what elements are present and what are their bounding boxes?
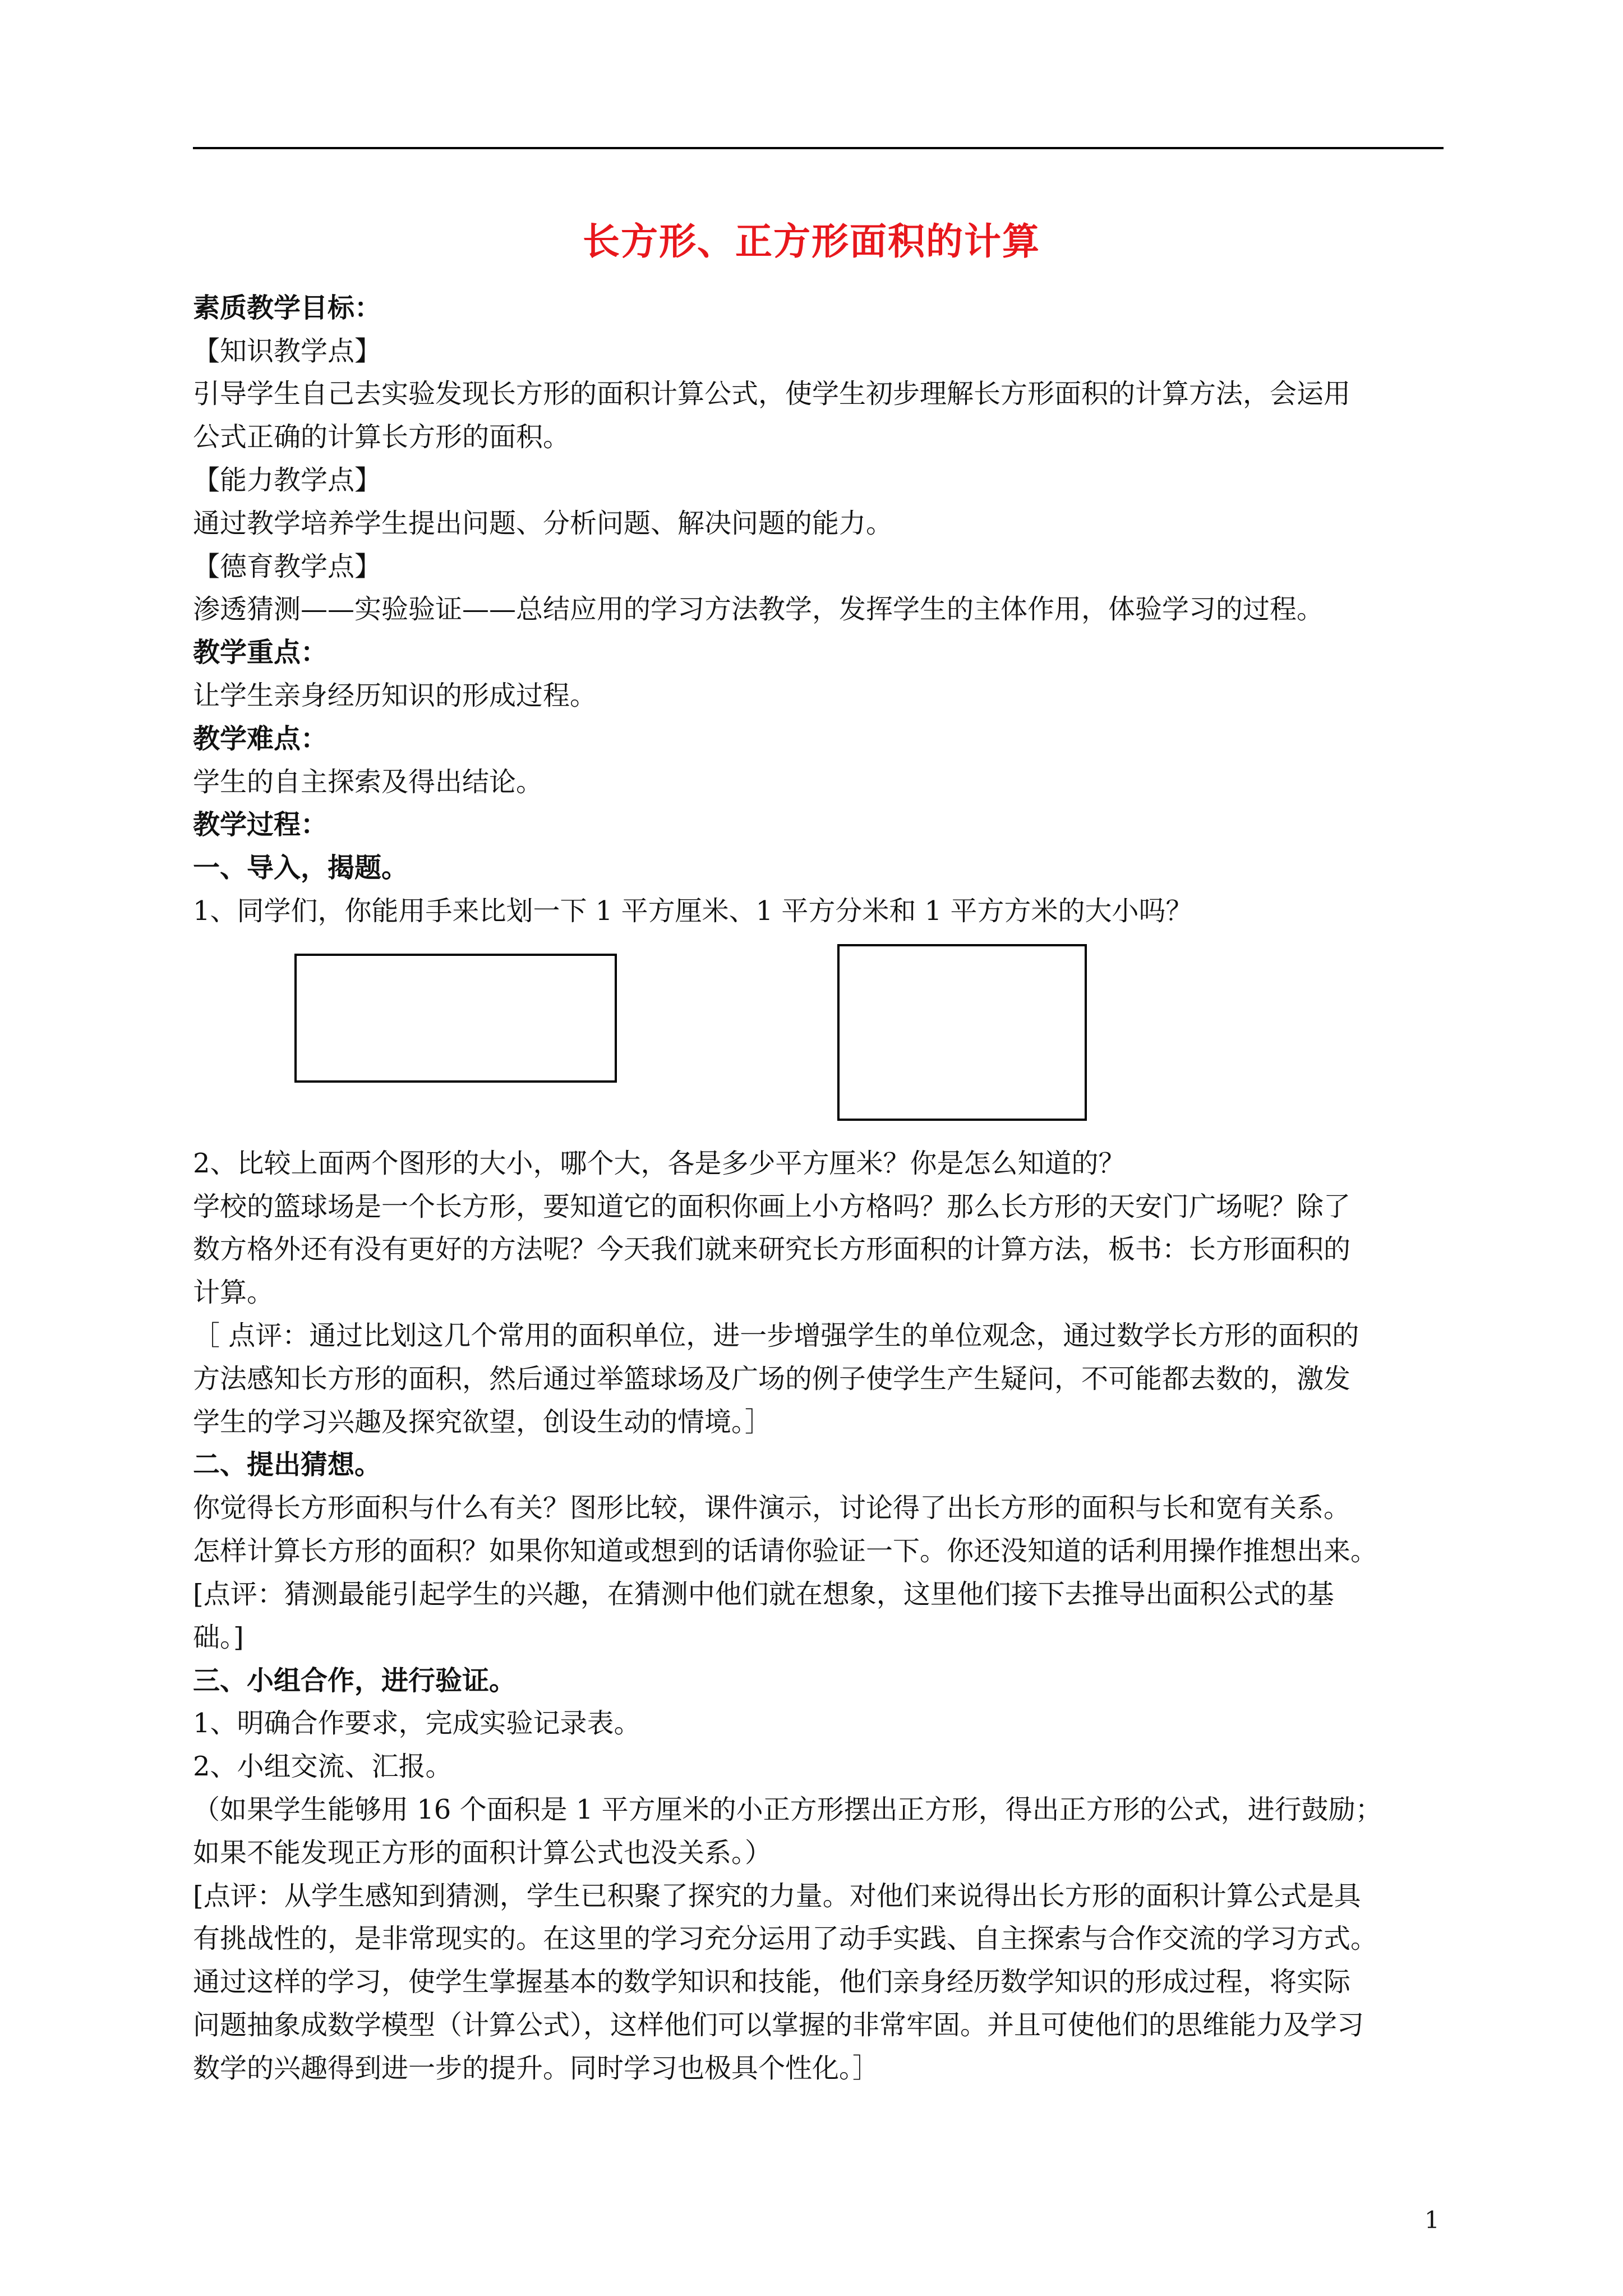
rectangle-figure-1 [294, 954, 617, 1083]
paragraph-line: 渗透猜测——实验验证——总结应用的学习方法教学，发挥学生的主体作用，体验学习的过程。 [193, 593, 1324, 625]
paragraph-line: 数方格外还有没有更好的方法呢？今天我们就来研究长方形面积的计算方法，板书：长方形面积的 [193, 1234, 1351, 1265]
subheading-knowledge: 【知识教学点】 [193, 335, 382, 367]
paragraph-line: 引导学生自己去实验发现长方形的面积计算公式，使学生初步理解长方形面积的计算方法，会运用 [193, 378, 1351, 409]
paragraph-line: 学校的篮球场是一个长方形，要知道它的面积你画上小方格吗？那么长方形的天安门广场呢？除了 [193, 1191, 1351, 1222]
comment-line: 学生的学习兴趣及探究欲望，创设生动的情境。］ [193, 1406, 772, 1438]
comment-line: [点评：猜测最能引起学生的兴趣，在猜测中他们就在想象，这里他们接下去推导出面积公式的基 [193, 1579, 1334, 1610]
section-heading-2: 二、提出猜想。 [193, 1449, 382, 1480]
paragraph-line: 通过教学培养学生提出问题、分析问题、解决问题的能力。 [193, 508, 893, 539]
paragraph-line: 2、小组交流、汇报。 [193, 1751, 453, 1782]
comment-line: [点评：从学生感知到猜测，学生已积聚了探究的力量。对他们来说得出长方形的面积计算公式是具 [193, 1880, 1361, 1912]
comment-line: 有挑战性的，是非常现实的。在这里的学习充分运用了动手实践、自主探索与合作交流的学习方式。 [193, 1923, 1378, 1954]
subheading-moral: 【德育教学点】 [193, 551, 382, 582]
rectangle-figure-2 [837, 944, 1087, 1121]
comment-line: 问题抽象成数学模型（计算公式），这样他们可以掌握的非常牢固。并且可使他们的思维能力及学习 [193, 2009, 1364, 2041]
subheading-ability: 【能力教学点】 [193, 464, 382, 496]
comment-line: 础。] [193, 1622, 244, 1653]
paragraph-line: 计算。 [193, 1277, 274, 1308]
paragraph-line: 学生的自主探索及得出结论。 [193, 766, 543, 798]
paragraph-line: 怎样计算长方形的面积？如果你知道或想到的话请你验证一下。你还没知道的话利用操作推想出来。 [193, 1535, 1378, 1567]
section-heading-3: 三、小组合作，进行验证。 [193, 1665, 517, 1696]
comment-line: 方法感知长方形的面积，然后通过举篮球场及广场的例子使学生产生疑问，不可能都去数的，激发 [193, 1363, 1351, 1395]
comment-line: ［ 点评：通过比划这几个常用的面积单位，进一步增强学生的单位观念，通过数学长方形的面积的 [193, 1320, 1359, 1351]
paragraph-line: 让学生亲身经历知识的形成过程。 [193, 680, 597, 711]
paragraph-line: 1、同学们，你能用手来比划一下 1 平方厘米、1 平方分米和 1 平方方米的大小吗？ [193, 895, 1193, 927]
heading-process: 教学过程： [193, 809, 328, 840]
document-title: 长方形、正方形面积的计算 [583, 219, 1040, 263]
comment-line: 数学的兴趣得到进一步的提升。同时学习也极具个性化。］ [193, 2053, 880, 2084]
paragraph-line: 如果不能发现正方形的面积计算公式也没关系。） [193, 1837, 772, 1869]
heading-objectives: 素质教学目标： [193, 292, 382, 324]
heading-difficulty: 教学难点： [193, 723, 328, 754]
paragraph-line: 2、比较上面两个图形的大小，哪个大，各是多少平方厘米？你是怎么知道的？ [193, 1148, 1126, 1179]
paragraph-line: 1、明确合作要求，完成实验记录表。 [193, 1708, 641, 1739]
header-rule [193, 147, 1444, 149]
paragraph-line: （如果学生能够用 16 个面积是 1 平方厘米的小正方形摆出正方形，得出正方形的公式，进行鼓励； [193, 1794, 1382, 1825]
section-heading-1: 一、导入，揭题。 [193, 852, 409, 884]
paragraph-line: 你觉得长方形面积与什么有关？图形比较，课件演示，讨论得了出长方形的面积与长和宽有关系。 [193, 1492, 1351, 1524]
paragraph-line: 公式正确的计算长方形的面积。 [193, 421, 570, 453]
heading-key-point: 教学重点： [193, 637, 328, 668]
comment-line: 通过这样的学习，使学生掌握基本的数学知识和技能，他们亲身经历数学知识的形成过程，将实际 [193, 1966, 1351, 1998]
page-number: 1 [1424, 2206, 1440, 2234]
